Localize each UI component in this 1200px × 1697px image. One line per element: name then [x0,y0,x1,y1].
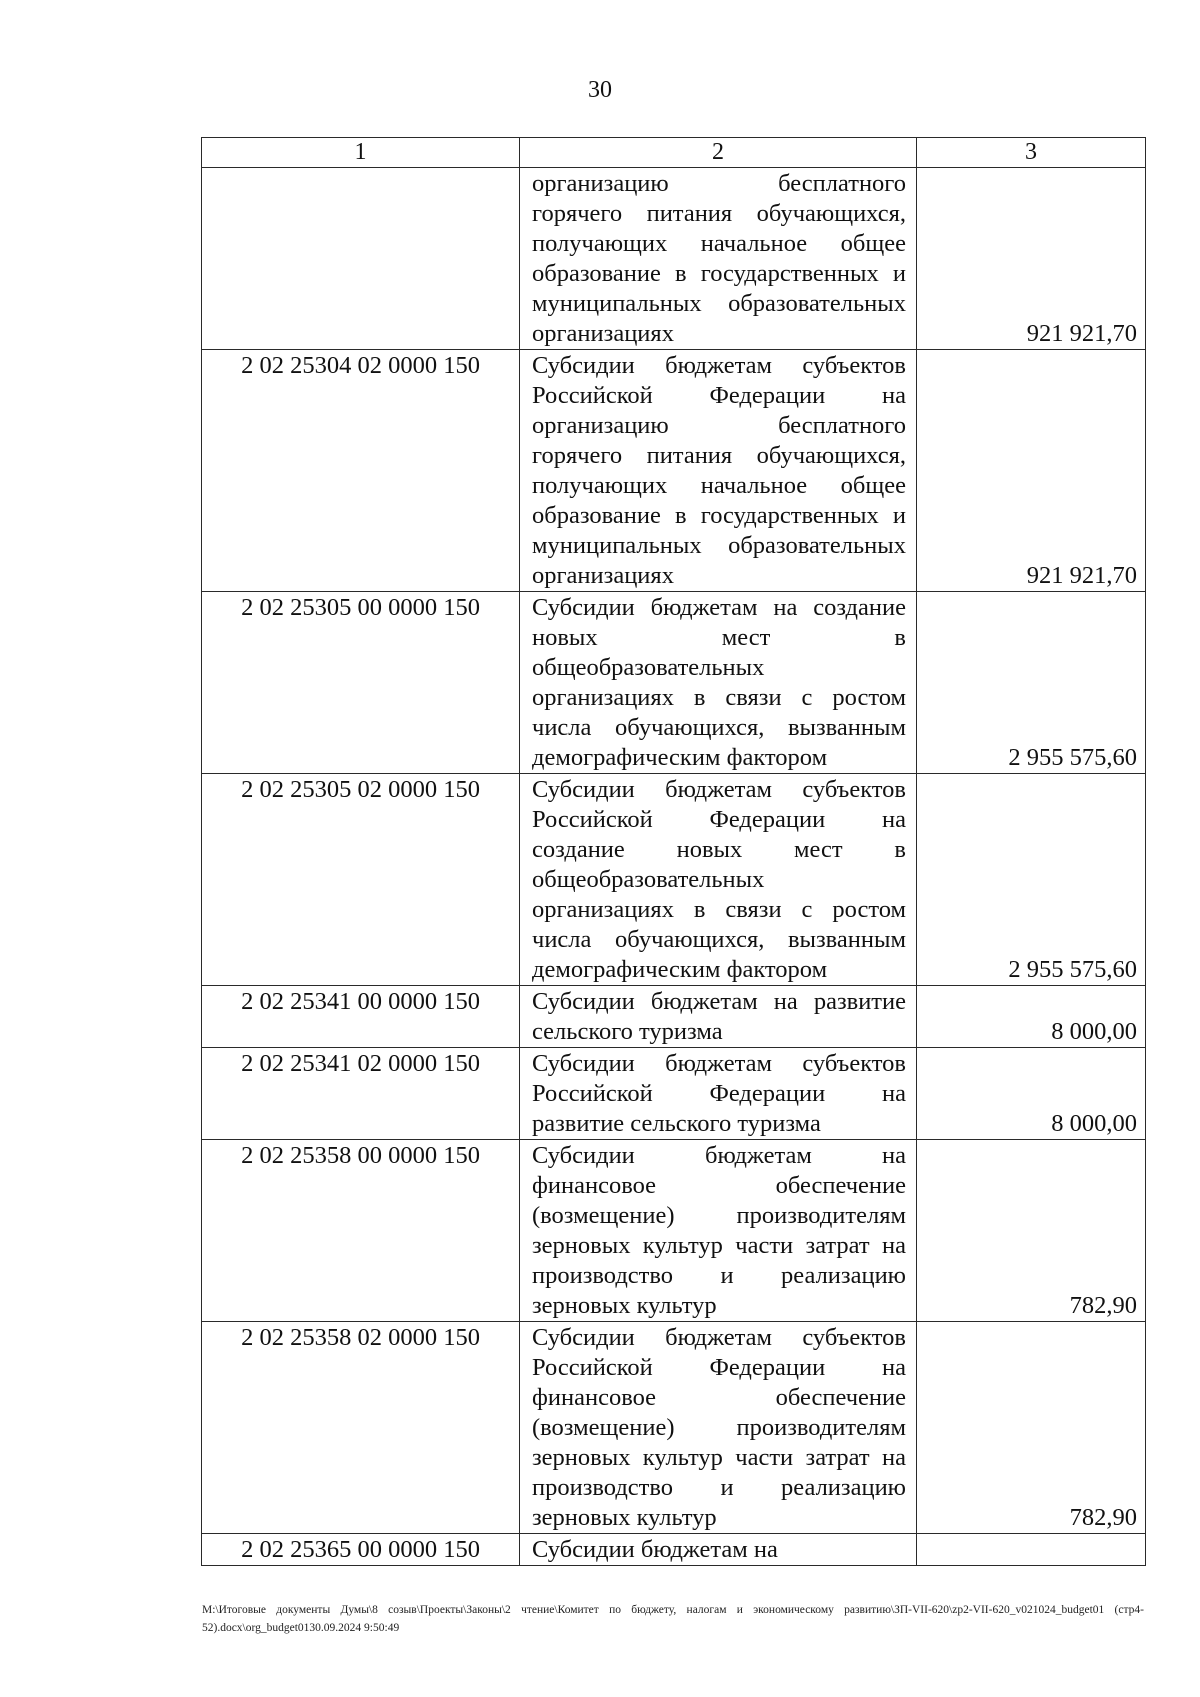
description-line: Субсидии бюджетам субъектов [532,776,906,803]
description-line: (возмещение) производителям [532,1202,906,1229]
cell-description [520,350,917,592]
description-line: (возмещение) производителям [532,1414,906,1441]
cell-description [520,986,917,1048]
description-line: общеобразовательных [532,654,765,681]
column-header-code: 1 [202,138,520,168]
description-line: развитие сельского туризма [532,1110,821,1137]
cell-amount: 782,90 [917,1140,1146,1322]
description-line: организациях в связи с ростом [532,896,906,923]
description-line: производство и реализацию [532,1262,906,1289]
column-header-amount: 3 [917,138,1146,168]
cell-code: 2 02 25304 02 0000 150 [202,350,520,592]
cell-code: 2 02 25358 00 0000 150 [202,1140,520,1322]
cell-description [520,774,917,986]
description-line: финансовое обеспечение [532,1384,906,1411]
description-line: производство и реализацию [532,1474,906,1501]
description-line: финансовое обеспечение [532,1172,906,1199]
cell-amount: 921 921,70 [917,168,1146,350]
cell-description [520,1048,917,1140]
table-row [202,350,1146,592]
description-line: Российской Федерации на [532,1080,906,1107]
description-line: организацию бесплатного [532,412,906,439]
description-line: числа обучающихся, вызванным [532,714,906,741]
table-row [202,774,1146,986]
description-line: зерновых культур [532,1504,717,1531]
cell-amount: 8 000,00 [917,1048,1146,1140]
cell-code: 2 02 25341 00 0000 150 [202,986,520,1048]
description-line: получающих начальное общее [532,230,906,257]
cell-code: 2 02 25305 02 0000 150 [202,774,520,986]
description-line: Субсидии бюджетам субъектов [532,1324,906,1351]
cell-description [520,1140,917,1322]
cell-code: 2 02 25305 00 0000 150 [202,592,520,774]
description-line: образование в государственных и [532,260,906,287]
cell-description [520,592,917,774]
description-line: Субсидии бюджетам на развитие [532,988,906,1015]
description-line: числа обучающихся, вызванным [532,926,906,953]
description-line: Субсидии бюджетам субъектов [532,352,906,379]
description-line: зерновых культур части затрат на [532,1232,906,1259]
description-line: получающих начальное общее [532,472,906,499]
table-row [202,986,1146,1048]
cell-amount: 2 955 575,60 [917,774,1146,986]
description-line: организацию бесплатного [532,170,906,197]
cell-amount: 2 955 575,60 [917,592,1146,774]
description-line: организациях [532,562,674,589]
description-line: Субсидии бюджетам субъектов [532,1050,906,1077]
description-line: муниципальных образовательных [532,532,906,559]
column-header-description: 2 [520,138,917,168]
description-line: демографическим фактором [532,744,828,771]
cell-description [520,168,917,350]
description-line: демографическим фактором [532,956,828,983]
table-header-row [202,138,1146,168]
table-row [202,1048,1146,1140]
description-line: новых мест в [532,624,906,651]
cell-amount: 8 000,00 [917,986,1146,1048]
cell-amount: 782,90 [917,1322,1146,1534]
description-line: образование в государственных и [532,502,906,529]
description-line: Российской Федерации на [532,382,906,409]
description-line: Российской Федерации на [532,806,906,833]
footer-file-path: M:\Итоговые документы Думы\8 созыв\Проекты\Законы\2 чтение\Комитет по бюджету, налогам и экономическому развитию\ЗП-VII-620\zp2-VII-620_v021024_budget01 (стр4-52).docx\org_budget0130.09.2024 9:50:49 [202,1604,1144,1634]
table-row [202,1534,1146,1566]
description-line: Российской Федерации на [532,1354,906,1381]
description-line: Субсидии бюджетам на [532,1142,906,1169]
description-line: организациях в связи с ростом [532,684,906,711]
table-row [202,168,1146,350]
description-line: зерновых культур части затрат на [532,1444,906,1471]
table-row [202,1140,1146,1322]
budget-table [201,137,1146,1566]
cell-amount [917,1534,1146,1566]
description-line: Субсидии бюджетам на [532,1536,778,1563]
table-row [202,1322,1146,1534]
description-line: Субсидии бюджетам на создание [532,594,906,621]
cell-amount: 921 921,70 [917,350,1146,592]
description-line: сельского туризма [532,1018,723,1045]
description-line: горячего питания обучающихся, [532,200,906,227]
cell-code: 2 02 25358 02 0000 150 [202,1322,520,1534]
description-line: организациях [532,320,674,347]
cell-code: 2 02 25341 02 0000 150 [202,1048,520,1140]
cell-code [202,168,520,350]
description-line: общеобразовательных [532,866,765,893]
description-line: создание новых мест в [532,836,906,863]
description-line: горячего питания обучающихся, [532,442,906,469]
description-line: зерновых культур [532,1292,717,1319]
cell-description [520,1322,917,1534]
table-row [202,592,1146,774]
cell-code: 2 02 25365 00 0000 150 [202,1534,520,1566]
page-number: 30 [588,77,612,103]
description-line: муниципальных образовательных [532,290,906,317]
cell-description [520,1534,917,1566]
